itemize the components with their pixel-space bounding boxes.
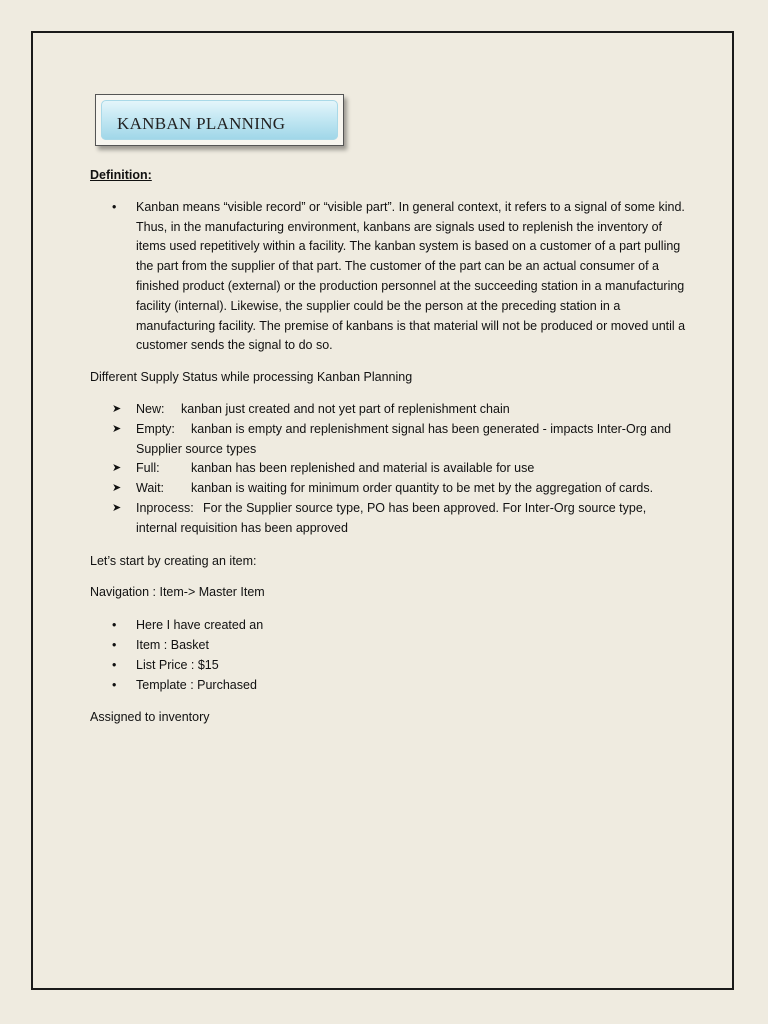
title-box — [95, 94, 344, 146]
status-text: kanban is empty and replenishment signal has been generated - impacts Inter-Org and Supplier source types — [136, 421, 672, 456]
status-item-wait — [90, 479, 690, 499]
document-body — [90, 166, 690, 728]
navigation-text: Navigation : Item-> Master Item — [90, 585, 265, 600]
status-text: kanban is waiting for minimum order quantity to be met by the aggregation of cards. — [191, 481, 654, 496]
status-item-empty — [90, 420, 690, 460]
status-item-inprocess — [90, 499, 690, 539]
definition-list — [90, 198, 690, 356]
page-title: KANBAN PLANNING — [117, 114, 286, 133]
status-label: Empty: — [136, 421, 175, 436]
arrow-bullet-icon: ➤ — [112, 462, 122, 475]
item-detail: • List Price : $15 — [90, 656, 690, 676]
status-label: Full: — [136, 461, 160, 476]
status-item-full — [90, 459, 690, 479]
status-label: New: — [136, 401, 165, 416]
item-detail: • Here I have created an — [90, 616, 690, 636]
title-banner — [101, 100, 338, 140]
arrow-bullet-icon: ➤ — [112, 422, 122, 435]
definition-heading: Definition: — [90, 168, 152, 182]
start-text: Let’s start by creating an item: — [90, 553, 257, 568]
arrow-bullet-icon: ➤ — [112, 402, 122, 415]
assigned-text: Assigned to inventory — [90, 710, 210, 725]
status-text: kanban just created and not yet part of replenishment chain — [181, 401, 510, 416]
item-detail: • Template : Purchased — [90, 676, 690, 696]
definition-text: Kanban means “visible record” or “visible part”. In general context, it refers to a signal of some kind. Thus, in the manufacturing environment, kanbans are signals used to replenish the inventory of items used repetitively within a facility. The kanban system is based on a customer of a part pulling the part from the supplier of that part. The customer of the part can be an actual consumer of a finished product (external) or the production personnel at the succeeding station in a manufacturing facility (internal). Likewise, the supplier could be the person at the preceding station in a manufacturing facility. The premise of kanbans is that material will not be produced or moved until a customer sends the signal to do so. — [136, 199, 686, 353]
status-text: kanban has been replenished and material is available for use — [191, 461, 535, 476]
status-item-new — [90, 400, 690, 420]
status-label: Wait: — [136, 481, 165, 496]
item-detail: • Item : Basket — [90, 636, 690, 656]
supply-status-heading: Different Supply Status while processing Kanban Planning — [90, 370, 413, 385]
status-list — [90, 400, 690, 539]
item-details-list — [90, 616, 690, 695]
definition-item — [90, 198, 690, 356]
arrow-bullet-icon: ➤ — [112, 482, 122, 495]
arrow-bullet-icon: ➤ — [112, 501, 122, 514]
status-text: For the Supplier source type, PO has been approved. For Inter-Org source type, internal requisition has been approved — [136, 500, 647, 535]
status-label: Inprocess: — [136, 500, 194, 515]
